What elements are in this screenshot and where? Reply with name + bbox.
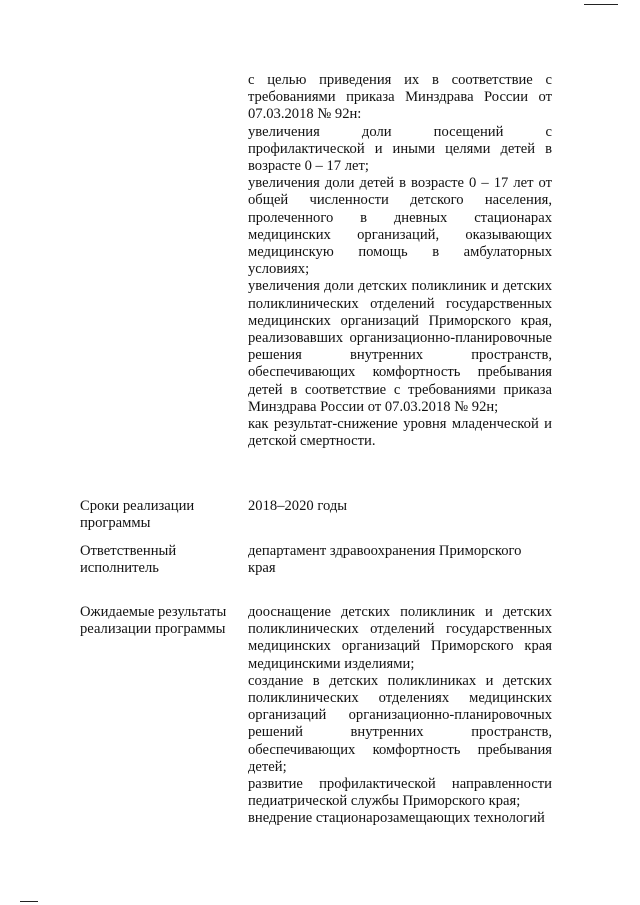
bottom-edge-mark <box>20 901 38 902</box>
goals-paragraph: увеличения доли детских поликлиник и детских поликлинических отделений государственных медицинских организаций Приморского края, реализовавших организационно-планировочные решения внутренних пространств, обеспечивающих комфортность пребывания детей в соответствие с требованиями приказа Минздрава России от 07.03.2018 № 92н; <box>248 278 552 415</box>
goals-paragraph: как результат-снижение уровня младенческой и детской смертности. <box>248 416 552 450</box>
results-label: Ожидаемые результаты реализации программы <box>80 604 227 638</box>
goals-paragraph: увеличения доли детей в возрасте 0 – 17 лет от общей численности детского населения, пролеченного в дневных стационарах медицинских организаций, оказывающих медицинскую помощь в амбулаторных условиях; <box>248 175 552 278</box>
executor-label: Ответственный исполнитель <box>80 543 177 577</box>
executor-value: департамент здравоохранения Приморского края <box>248 543 522 577</box>
top-edge-mark <box>584 4 618 5</box>
goals-paragraph: увеличения доли посещений с профилактической и иными целями детей в возрасте 0 – 17 лет; <box>248 123 552 175</box>
results-paragraph: создание в детских поликлиниках и детских поликлинических отделениях медицинских организаций организационно-планировочных решений внутренних пространств, обеспечивающих комфортность пребывания детей; <box>248 672 552 775</box>
results-paragraph: развитие профилактической направленности педиатрической службы Приморского края; <box>248 776 552 810</box>
goals-continuation-block <box>248 72 552 450</box>
results-paragraph: внедрение стационарозамещающих технологий <box>248 810 545 827</box>
results-block <box>248 604 552 828</box>
results-paragraph: дооснащение детских поликлиник и детских поликлинических отделений государственных медицинских организаций Приморского края медицинскими изделиями; <box>248 604 552 672</box>
deadline-label: Сроки реализации программы <box>80 498 195 532</box>
deadline-value: 2018–2020 годы <box>248 498 348 514</box>
goals-paragraph: с целью приведения их в соответствие с требованиями приказа Минздрава России от 07.03.2018 № 92н: <box>248 72 552 123</box>
